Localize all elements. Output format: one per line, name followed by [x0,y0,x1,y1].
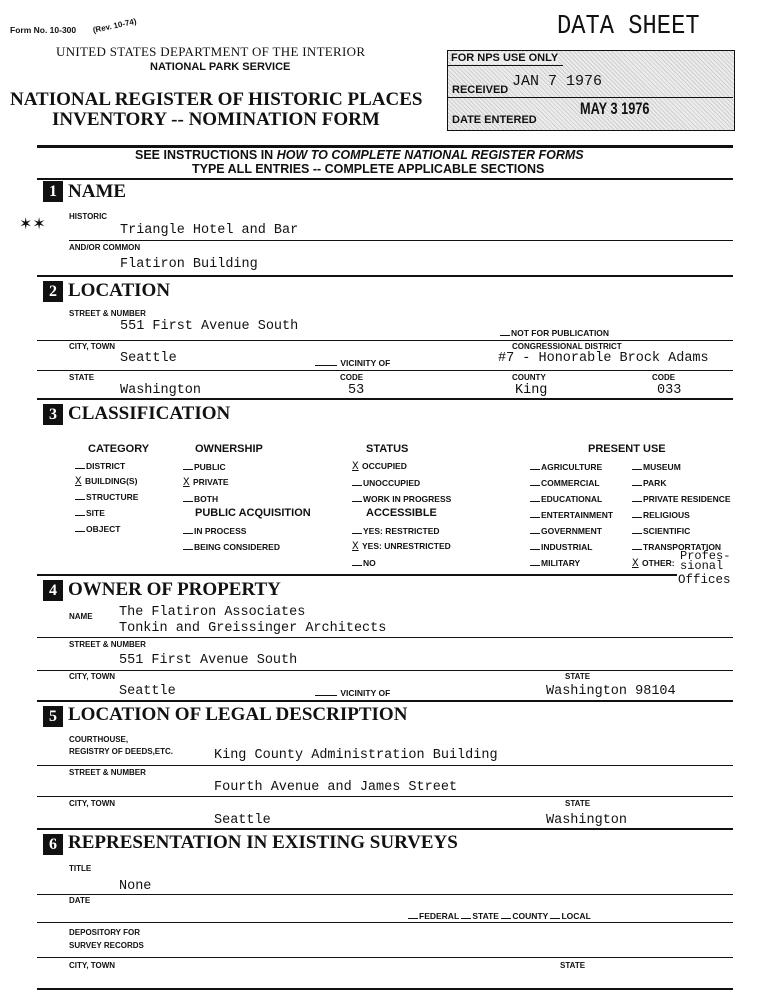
category-heading: CATEGORY [88,443,150,455]
category-buildings: X BUILDING(S) [75,476,138,488]
owner-city-value: Seattle [119,684,176,699]
acquisition-in-process: IN PROCESS [183,526,246,536]
use-park: PARK [632,478,666,488]
use-military: MILITARY [530,558,580,568]
depository-label-line2: SURVEY RECORDS [69,941,144,950]
handwritten-stars: ✶✶ [19,216,46,233]
section-6-title: REPRESENTATION IN EXISTING SURVEYS [68,832,458,853]
survey-date-label: DATE [69,896,91,905]
legal-street-value: Fourth Avenue and James Street [214,780,458,795]
survey-title-label: TITLE [69,864,92,873]
not-for-publication-option: NOT FOR PUBLICATION [500,328,609,338]
city-value: Seattle [120,351,177,366]
section-5-title: LOCATION OF LEGAL DESCRIPTION [68,704,408,725]
category-object: OBJECT [75,524,120,534]
owner-state-label: STATE [565,672,591,681]
rule [37,178,733,180]
section-4-number: 4 [43,580,63,601]
date-entered-label: DATE ENTERED [452,114,537,126]
legal-street-label: STREET & NUMBER [69,768,146,777]
common-name-value: Flatiron Building [120,257,258,272]
section-5-number: 5 [43,706,63,727]
historic-label: HISTORIC [69,212,108,221]
survey-state-label: STATE [560,961,586,970]
section-6-number: 6 [43,834,63,855]
use-industrial: INDUSTRIAL [530,542,592,552]
congressional-district-value: #7 - Honorable Brock Adams [498,351,709,366]
courthouse-value: King County Administration Building [214,748,498,763]
depository-label-line1: DEPOSITORY FOR [69,928,140,937]
category-district: DISTRICT [75,461,125,471]
use-government: GOVERNMENT [530,526,602,536]
common-name-label: AND/OR COMMON [69,243,141,252]
owner-vicinity-option: VICINITY OF [315,688,390,698]
legal-city-label: CITY, TOWN [69,799,116,808]
legal-city-value: Seattle [214,813,271,828]
use-transportation: TRANSPORTATION [632,542,721,552]
county-code-label: CODE [652,373,676,382]
department-name: UNITED STATES DEPARTMENT OF THE INTERIOR [56,44,366,59]
owner-state-value: Washington 98104 [546,684,676,699]
acquisition-being-considered: BEING CONSIDERED [183,542,280,552]
form-title-line1: NATIONAL REGISTER OF HISTORIC PLACES [10,89,423,110]
state-code-value: 53 [348,383,365,398]
county-code-value: 033 [657,383,682,398]
instructions-line1: SEE INSTRUCTIONS IN HOW TO COMPLETE NATIONAL REGISTER FORMS [135,148,584,162]
vicinity-option: VICINITY OF [315,358,390,368]
section-1-title: NAME [68,181,127,202]
survey-level-options: FEDERAL STATE COUNTY LOCAL [408,911,591,921]
section-2-title: LOCATION [68,280,171,301]
instructions-line2: TYPE ALL ENTRIES -- COMPLETE APPLICABLE SECTIONS [192,162,545,176]
status-unoccupied: UNOCCUPIED [352,478,420,488]
section-3-number: 3 [43,404,63,425]
use-religious: RELIGIOUS [632,510,690,520]
access-yes-unrestricted: X YES: UNRESTRICTED [352,541,451,553]
congressional-district-label: CONGRESSIONAL DISTRICT [512,342,622,351]
other-use-value-line1: Profes- [680,549,731,563]
section-3-title: CLASSIFICATION [68,403,231,424]
access-yes-restricted: YES: RESTRICTED [352,526,440,536]
legal-state-label: STATE [565,799,591,808]
survey-city-label: CITY, TOWN [69,961,116,970]
state-code-label: CODE [340,373,364,382]
public-acquisition-heading: PUBLIC ACQUISITION [195,507,311,519]
section-2-number: 2 [43,281,63,302]
status-heading: STATUS [366,443,409,455]
state-value: Washington [120,383,202,398]
other-use-value-line2: sional [680,559,724,573]
ownership-private: X PRIVATE [183,477,229,489]
accessible-heading: ACCESSIBLE [366,507,437,519]
category-site: SITE [75,508,105,518]
use-commercial: COMMERCIAL [530,478,600,488]
status-occupied: X OCCUPIED [352,461,407,473]
other-use-value-line3: Offices [678,573,731,587]
county-label: COUNTY [512,373,546,382]
section-4-title: OWNER OF PROPERTY [68,579,281,600]
city-label: CITY, TOWN [69,342,116,351]
ownership-both: BOTH [183,494,218,504]
date-entered-stamp: MAY 3 1976 [580,99,650,118]
street-label: STREET & NUMBER [69,309,146,318]
owner-street-value: 551 First Avenue South [119,653,298,668]
historic-name-value: Triangle Hotel and Bar [120,223,299,238]
street-value: 551 First Avenue South [120,319,299,334]
ownership-public: PUBLIC [183,462,226,472]
category-structure: STRUCTURE [75,492,138,502]
form-title-line2: INVENTORY -- NOMINATION FORM [52,109,380,130]
use-agriculture: AGRICULTURE [530,462,602,472]
nps-box-label: FOR NPS USE ONLY [451,52,559,64]
owner-street-label: STREET & NUMBER [69,640,146,649]
use-entertainment: ENTERTAINMENT [530,510,613,520]
county-value: King [515,383,548,398]
ownership-heading: OWNERSHIP [195,443,263,455]
survey-title-value: None [119,879,152,894]
legal-state-value: Washington [546,813,628,828]
section-1-number: 1 [43,181,63,202]
form-revision: (Rev. 10-74) [92,16,138,35]
status-work-in-progress: WORK IN PROGRESS [352,494,451,504]
access-no: NO [352,558,376,568]
present-use-heading: PRESENT USE [588,443,666,455]
use-other: X OTHER: [632,558,675,570]
owner-name-value-line2: Tonkin and Greissinger Architects [119,621,387,636]
use-scientific: SCIENTIFIC [632,526,690,536]
use-museum: MUSEUM [632,462,681,472]
form-number: Form No. 10-300 [10,25,77,35]
courthouse-label-line2: REGISTRY OF DEEDS,ETC. [69,747,174,756]
received-label: RECEIVED [452,84,509,96]
use-educational: EDUCATIONAL [530,494,602,504]
owner-name-label: NAME [69,612,93,621]
owner-city-label: CITY, TOWN [69,672,116,681]
state-label: STATE [69,373,95,382]
data-sheet-stamp: DATA SHEET [557,12,700,42]
received-date-stamp: JAN 7 1976 [512,73,603,90]
courthouse-label-line1: COURTHOUSE, [69,735,129,744]
service-name: NATIONAL PARK SERVICE [150,61,291,73]
use-private-residence: PRIVATE RESIDENCE [632,494,731,504]
owner-name-value-line1: The Flatiron Associates [119,605,306,620]
